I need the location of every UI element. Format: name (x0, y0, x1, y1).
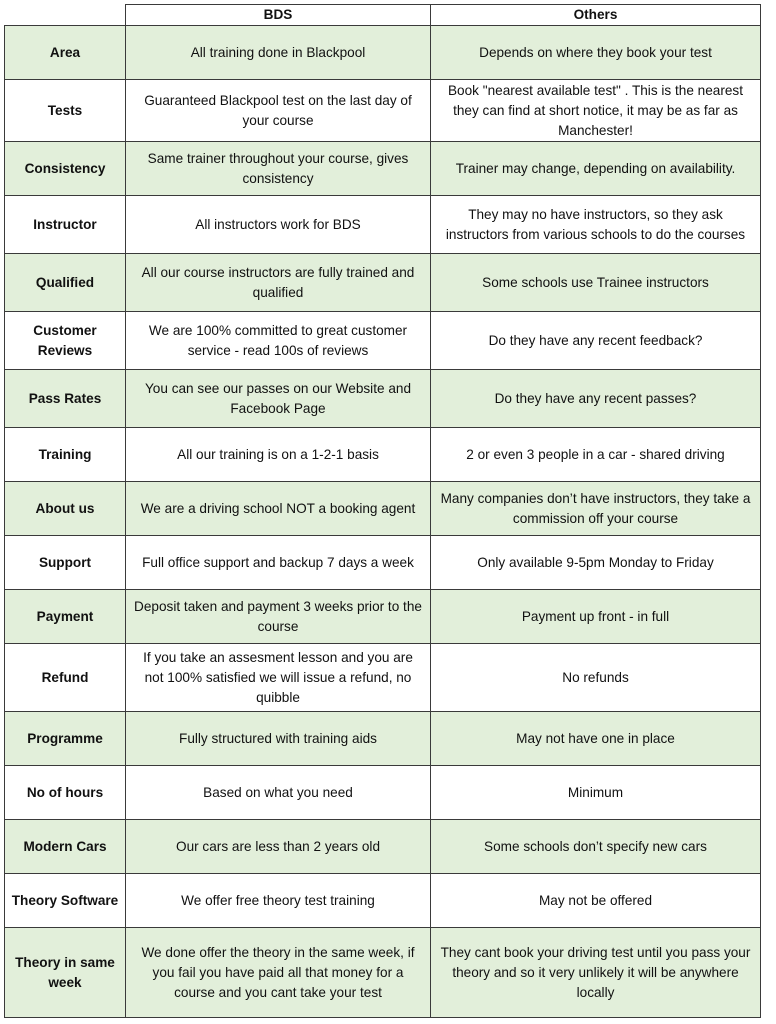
others-cell: Do they have any recent feedback? (431, 312, 761, 370)
header-corner (5, 5, 126, 26)
row-label: Area (5, 26, 126, 80)
row-label: Theory in same week (5, 928, 126, 1018)
bds-cell: We offer free theory test training (126, 874, 431, 928)
row-label: Training (5, 428, 126, 482)
row-label: Refund (5, 644, 126, 712)
table-row (5, 644, 761, 712)
comparison-table (4, 4, 761, 1018)
table-row (5, 766, 761, 820)
bds-cell: You can see our passes on our Website and Facebook Page (126, 370, 431, 428)
row-label: Qualified (5, 254, 126, 312)
table-row (5, 928, 761, 1018)
row-label: Tests (5, 80, 126, 142)
others-cell: Payment up front - in full (431, 590, 761, 644)
row-label: Customer Reviews (5, 312, 126, 370)
bds-cell: Guaranteed Blackpool test on the last day of your course (126, 80, 431, 142)
row-label: Instructor (5, 196, 126, 254)
row-label: Consistency (5, 142, 126, 196)
row-label: Payment (5, 590, 126, 644)
others-cell: They may no have instructors, so they ask instructors from various schools to do the courses (431, 196, 761, 254)
others-cell: Depends on where they book your test (431, 26, 761, 80)
bds-cell: All our training is on a 1-2-1 basis (126, 428, 431, 482)
bds-cell: Fully structured with training aids (126, 712, 431, 766)
others-cell: Book "nearest available test" . This is the nearest they can find at short notice, it may be as far as Manchester! (431, 80, 761, 142)
bds-cell: All training done in Blackpool (126, 26, 431, 80)
table-row (5, 820, 761, 874)
others-cell: May not be offered (431, 874, 761, 928)
bds-cell: Same trainer throughout your course, gives consistency (126, 142, 431, 196)
row-label: Modern Cars (5, 820, 126, 874)
bds-cell: Our cars are less than 2 years old (126, 820, 431, 874)
table-row (5, 196, 761, 254)
bds-cell: All instructors work for BDS (126, 196, 431, 254)
bds-cell: Full office support and backup 7 days a week (126, 536, 431, 590)
others-cell: They cant book your driving test until you pass your theory and so it very unlikely it will be anywhere locally (431, 928, 761, 1018)
others-cell: Minimum (431, 766, 761, 820)
row-label: Programme (5, 712, 126, 766)
others-cell: May not have one in place (431, 712, 761, 766)
row-label: Support (5, 536, 126, 590)
others-cell: Some schools use Trainee instructors (431, 254, 761, 312)
others-cell: Trainer may change, depending on availability. (431, 142, 761, 196)
table-row (5, 712, 761, 766)
table-row (5, 80, 761, 142)
table-row (5, 254, 761, 312)
others-cell: 2 or even 3 people in a car - shared driving (431, 428, 761, 482)
row-label: Theory Software (5, 874, 126, 928)
header-row (5, 5, 761, 26)
bds-cell: Based on what you need (126, 766, 431, 820)
table-row (5, 874, 761, 928)
bds-cell: We are 100% committed to great customer service - read 100s of reviews (126, 312, 431, 370)
bds-cell: All our course instructors are fully trained and qualified (126, 254, 431, 312)
others-cell: Only available 9-5pm Monday to Friday (431, 536, 761, 590)
others-cell: Do they have any recent passes? (431, 370, 761, 428)
bds-cell: We are a driving school NOT a booking agent (126, 482, 431, 536)
header-others: Others (431, 5, 761, 26)
others-cell: Many companies don’t have instructors, they take a commission off your course (431, 482, 761, 536)
table-row (5, 142, 761, 196)
table-row (5, 482, 761, 536)
table-row (5, 428, 761, 482)
table-row (5, 370, 761, 428)
bds-cell: Deposit taken and payment 3 weeks prior to the course (126, 590, 431, 644)
bds-cell: If you take an assesment lesson and you are not 100% satisfied we will issue a refund, no quibble (126, 644, 431, 712)
others-cell: Some schools don’t specify new cars (431, 820, 761, 874)
table-row (5, 536, 761, 590)
others-cell: No refunds (431, 644, 761, 712)
row-label: About us (5, 482, 126, 536)
row-label: No of hours (5, 766, 126, 820)
row-label: Pass Rates (5, 370, 126, 428)
table-row (5, 312, 761, 370)
bds-cell: We done offer the theory in the same week, if you fail you have paid all that money for a course and you cant take your test (126, 928, 431, 1018)
table-row (5, 590, 761, 644)
table-row (5, 26, 761, 80)
comparison-rows (5, 26, 761, 1018)
header-bds: BDS (126, 5, 431, 26)
